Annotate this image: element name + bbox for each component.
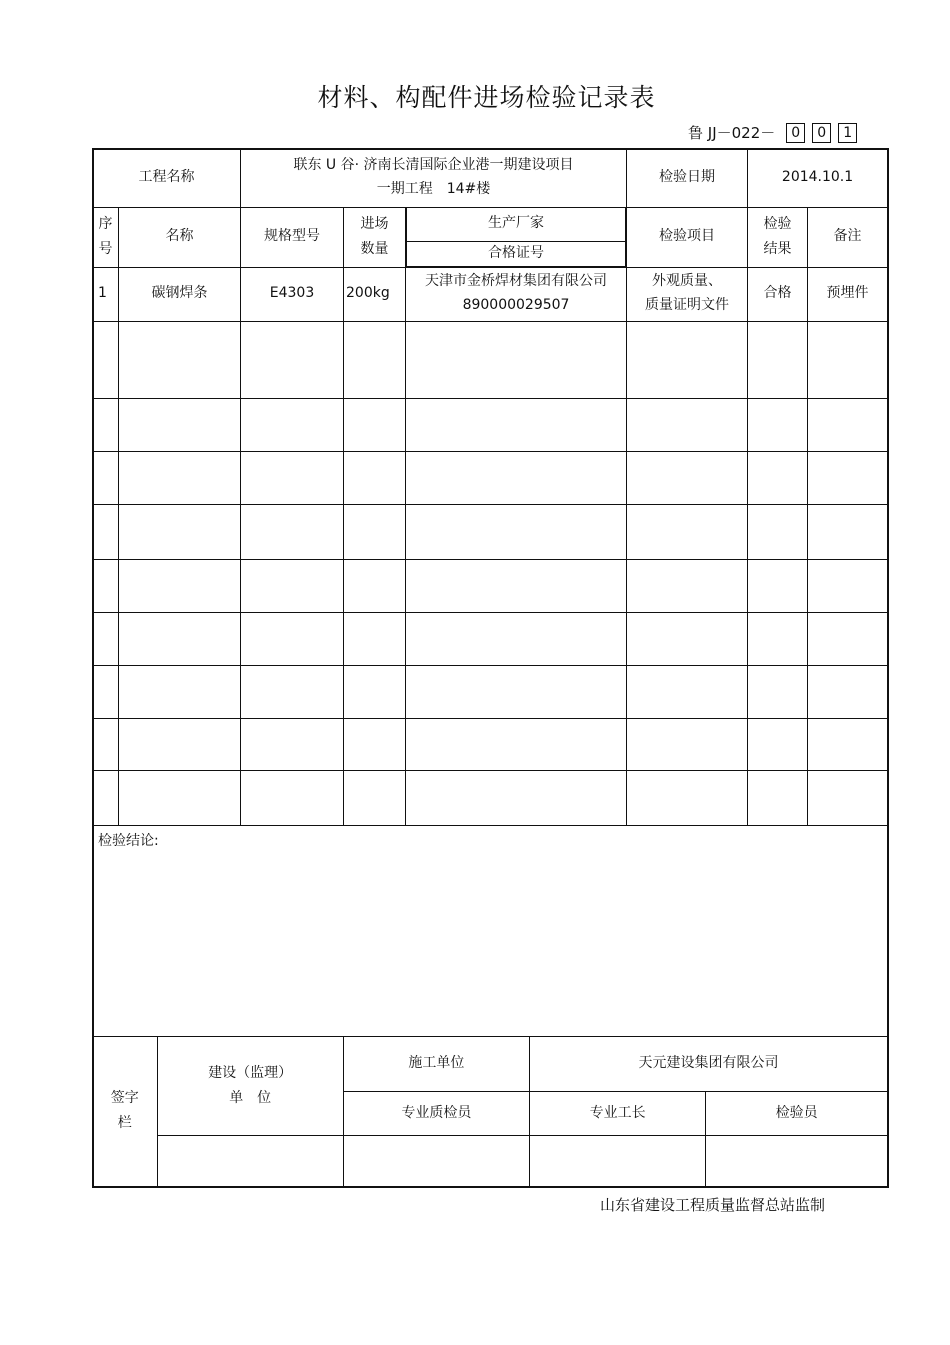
empty-cell[interactable] [344,612,406,665]
footer-note: 山东省建设工程质量监督总站监制 [600,1196,826,1214]
empty-cell[interactable] [93,451,119,504]
col-spec-header: 规格型号 [241,208,344,268]
empty-cell[interactable] [748,398,808,451]
project-name-cell[interactable] [241,149,627,208]
empty-cell[interactable] [119,612,241,665]
empty-cell[interactable] [344,398,406,451]
empty-cell[interactable] [748,321,808,398]
col-remark-header: 备注 [808,208,888,268]
empty-cell[interactable] [627,504,748,559]
cell-item-line1: 外观质量、 [652,273,723,290]
contractor-name[interactable]: 天元建设集团有限公司 [530,1037,888,1092]
table-row-empty [93,718,888,770]
cell-spec[interactable]: E4303 [241,267,344,321]
empty-cell[interactable] [119,321,241,398]
empty-cell[interactable] [748,559,808,612]
empty-cell[interactable] [119,398,241,451]
project-name-line1: 联东 U 谷· 济南长清国际企业港一期建设项目 [293,157,574,174]
empty-cell[interactable] [93,398,119,451]
empty-cell[interactable] [406,451,627,504]
table-row-empty [93,504,888,559]
col-qty-header [344,208,406,268]
col-result-header [748,208,808,268]
inspector-signature-field[interactable] [706,1136,887,1187]
conclusion-area[interactable] [93,825,888,1036]
empty-cell[interactable] [627,665,748,718]
empty-cell[interactable] [119,665,241,718]
empty-cell[interactable] [119,559,241,612]
empty-cell[interactable] [344,451,406,504]
table-row-empty [93,321,888,398]
empty-cell[interactable] [241,718,344,770]
table-row-empty [93,770,888,825]
empty-cell[interactable] [93,718,119,770]
empty-cell[interactable] [241,398,344,451]
empty-cell[interactable] [119,451,241,504]
empty-cell[interactable] [748,504,808,559]
inspector-label: 检验员 [706,1092,887,1136]
owner-label-cell [157,1037,343,1136]
col-name-header: 名称 [119,208,241,268]
empty-cell[interactable] [344,718,406,770]
project-name-label: 工程名称 [93,149,241,208]
contractor-label: 施工单位 [343,1037,529,1092]
empty-cell[interactable] [808,612,888,665]
qc-signature-field[interactable] [343,1136,529,1187]
empty-cell[interactable] [748,718,808,770]
owner-signature-field[interactable] [157,1136,343,1187]
foreman-label: 专业工长 [530,1092,706,1136]
empty-cell[interactable] [344,770,406,825]
empty-cell[interactable] [119,718,241,770]
empty-cell[interactable] [406,559,627,612]
form-code-digit[interactable]: 1 [838,123,857,143]
cell-maker-cert[interactable] [406,267,627,321]
page-title: 材料、构配件进场检验记录表 [317,83,656,112]
cell-item-line2: 质量证明文件 [645,297,730,313]
empty-cell[interactable] [344,559,406,612]
empty-cell[interactable] [627,770,748,825]
cell-seq[interactable]: 1 [93,267,119,321]
empty-cell[interactable] [406,398,627,451]
col-qty-label: 进场数量 [360,216,389,258]
empty-cell[interactable] [808,451,888,504]
inspection-date-value[interactable]: 2014.10.1 [748,149,888,208]
empty-cell[interactable] [808,665,888,718]
empty-cell[interactable] [344,665,406,718]
form-code-digit[interactable]: 0 [812,123,831,143]
cell-qty[interactable]: 200kg [344,267,406,321]
empty-cell[interactable] [627,321,748,398]
table-row-empty [93,559,888,612]
table-row-empty [93,665,888,718]
empty-cell[interactable] [93,612,119,665]
empty-cell[interactable] [808,321,888,398]
empty-cell[interactable] [627,451,748,504]
empty-cell[interactable] [406,504,627,559]
empty-cell[interactable] [241,321,344,398]
empty-cell[interactable] [406,321,627,398]
col-cert-header: 合格证号 [407,241,626,266]
col-maker-cert-header [406,208,627,268]
qc-label: 专业质检员 [343,1092,529,1136]
empty-cell[interactable] [241,665,344,718]
sign-label: 签字栏 [110,1090,139,1132]
empty-cell[interactable] [808,398,888,451]
empty-cell[interactable] [808,718,888,770]
empty-cell[interactable] [241,504,344,559]
table-row-empty [93,451,888,504]
inspection-table [92,148,888,1188]
form-code [688,122,857,143]
cell-maker: 天津市金桥焊材集团有限公司 [425,273,608,290]
empty-cell[interactable] [119,504,241,559]
empty-cell[interactable] [93,504,119,559]
sign-label-cell [93,1037,157,1187]
empty-cell[interactable] [93,559,119,612]
empty-cell[interactable] [344,321,406,398]
empty-cell[interactable] [808,770,888,825]
form-code-digit[interactable]: 0 [786,123,805,143]
empty-cell[interactable] [627,612,748,665]
empty-cell[interactable] [748,665,808,718]
project-name-line2: 一期工程 14#楼 [376,181,491,197]
empty-cell[interactable] [93,321,119,398]
owner-label-line1: 建设（监理） [208,1064,293,1081]
table-row [93,267,888,321]
form-code-prefix: 鲁 JJ－022－ [688,124,776,142]
empty-cell[interactable] [627,559,748,612]
maker-cert-split [406,208,626,267]
empty-cell[interactable] [241,612,344,665]
empty-cell[interactable] [241,451,344,504]
empty-cell[interactable] [344,504,406,559]
col-seq-header [93,208,119,268]
empty-cell[interactable] [406,718,627,770]
col-item-header: 检验项目 [627,208,748,268]
owner-label-line2: 单 位 [229,1089,272,1106]
cell-cert: 890000029507 [462,297,570,313]
inspection-date-label: 检验日期 [627,149,748,208]
table-row-empty [93,398,888,451]
empty-cell[interactable] [808,504,888,559]
cell-name[interactable]: 碳钢焊条 [119,267,241,321]
table-row-empty [93,612,888,665]
empty-cell[interactable] [406,770,627,825]
foreman-signature-field[interactable] [530,1136,706,1187]
empty-cell[interactable] [119,770,241,825]
empty-cell[interactable] [241,770,344,825]
col-result-label: 检验结果 [763,216,792,258]
conclusion-label: 检验结论: [98,832,159,849]
empty-cell[interactable] [748,451,808,504]
col-maker-header: 生产厂家 [407,208,626,241]
empty-cell[interactable] [93,770,119,825]
cell-item[interactable] [627,267,748,321]
cell-result[interactable]: 合格 [748,267,808,321]
empty-cell[interactable] [748,770,808,825]
empty-cell[interactable] [808,559,888,612]
cell-remark[interactable]: 预埋件 [808,267,888,321]
signature-block [93,1036,888,1188]
empty-cell[interactable] [241,559,344,612]
empty-cell[interactable] [93,665,119,718]
empty-cell[interactable] [627,718,748,770]
empty-cell[interactable] [627,398,748,451]
empty-cell[interactable] [406,612,627,665]
col-seq-label: 序号 [98,216,113,258]
empty-cell[interactable] [748,612,808,665]
signature-table [93,1037,887,1188]
empty-cell[interactable] [406,665,627,718]
